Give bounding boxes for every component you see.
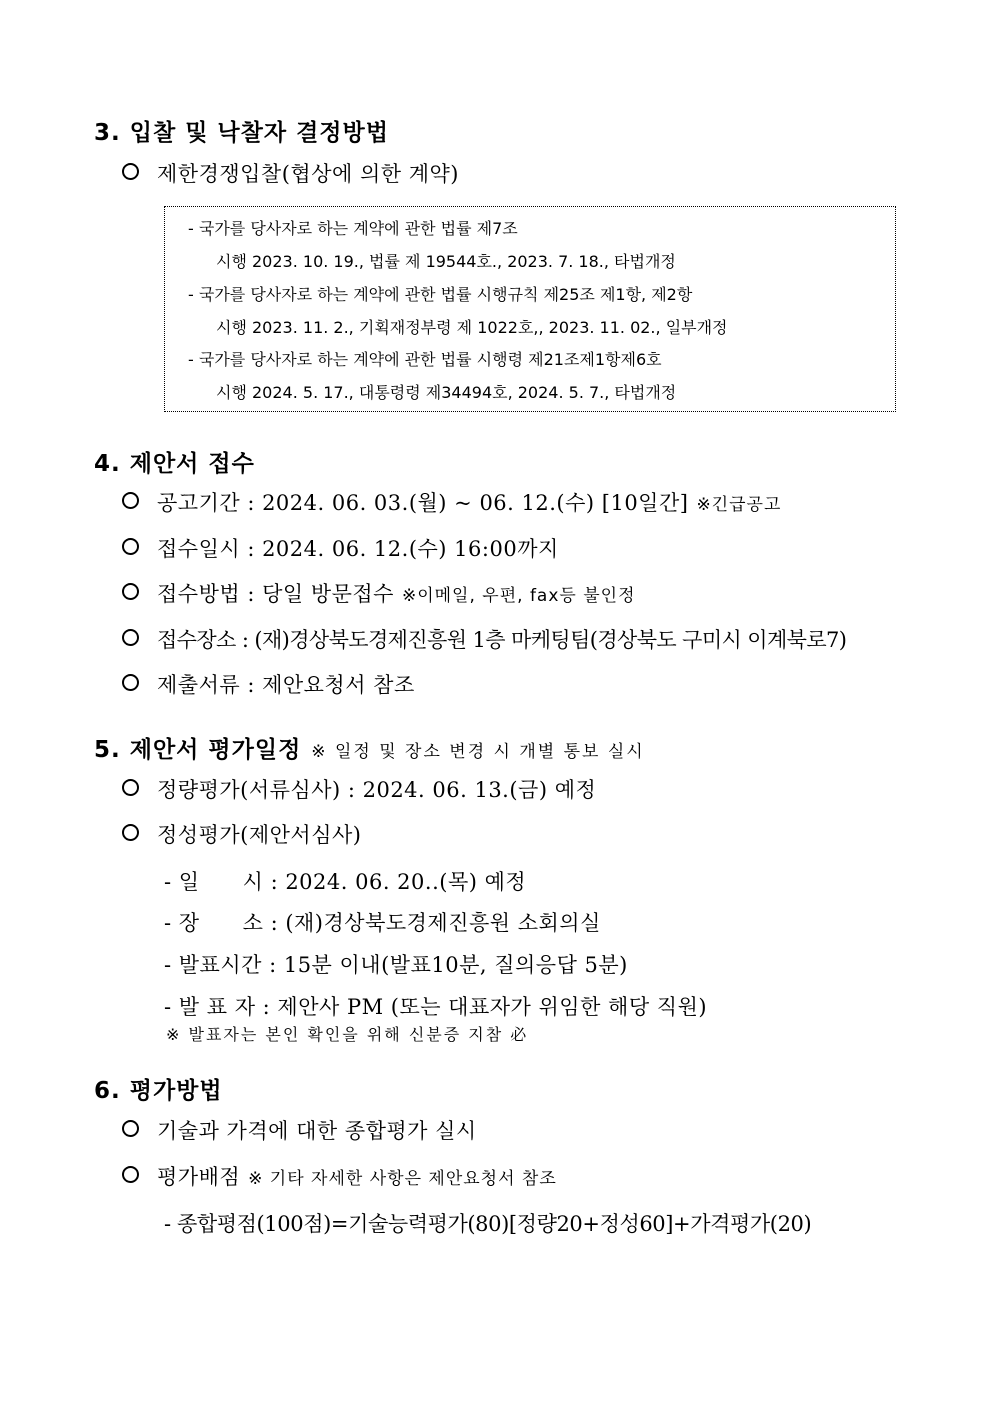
law-line: - 국가를 당사자로 하는 계약에 관한 법률 시행령 제21조제1항제6호 [188, 350, 662, 369]
law-line: - 국가를 당사자로 하는 계약에 관한 법률 제7조 [188, 219, 518, 238]
section-5-item-2: 정성평가(제안서심사) [122, 819, 361, 849]
schedule-presenter: - 발 표 자 : 제안사 PM (또는 대표자가 위임한 해당 직원) [164, 995, 708, 1019]
section-4-item: 접수일시 : 2024. 06. 12.(수) 16:00까지 [122, 533, 559, 563]
circle-bullet-icon [122, 824, 139, 841]
section-4-item: 제출서류 : 제안요청서 참조 [122, 669, 415, 699]
section-4-item: 접수장소 : (재)경상북도경제진흥원 1층 마케팅팀(경상북도 구미시 이계북로7) [122, 624, 846, 654]
presenter-note: ※ 발표자는 본인 확인을 위해 신분증 지참 必 [166, 1025, 529, 1044]
section-4-item: 접수방법 : 당일 방문접수 ※이메일, 우편, fax등 불인정 [122, 578, 636, 608]
section-5-title: 5. 제안서 평가일정 ※ 일정 및 장소 변경 시 개별 통보 실시 [94, 737, 645, 763]
section-5-item-1: 정량평가(서류심사) : 2024. 06. 13.(금) 예정 [122, 774, 596, 804]
law-line: 시행 2024. 5. 17., 대통령령 제34494호, 2024. 5. 7., 타법개정 [216, 383, 677, 402]
schedule-date: - 일 시 : 2024. 06. 20..(목) 예정 [164, 870, 527, 894]
schedule-location: - 장 소 : (재)경상북도경제진흥원 소회의실 [164, 911, 601, 935]
circle-bullet-icon [122, 163, 139, 180]
law-line: - 국가를 당사자로 하는 계약에 관한 법률 시행규칙 제25조 제1항, 제2항 [188, 285, 693, 304]
section-6-title: 6. 평가방법 [94, 1078, 223, 1104]
circle-bullet-icon [122, 1166, 139, 1183]
schedule-presentation-time: - 발표시간 : 15분 이내(발표10분, 질의응답 5분) [164, 953, 628, 977]
circle-bullet-icon [122, 674, 139, 691]
circle-bullet-icon [122, 538, 139, 555]
circle-bullet-icon [122, 779, 139, 796]
section-6-item-1: 기술과 가격에 대한 종합평가 실시 [122, 1115, 477, 1145]
section-4-title: 4. 제안서 접수 [94, 451, 255, 477]
law-line: 시행 2023. 11. 2., 기획재정부령 제 1022호,, 2023. 11. 02., 일부개정 [216, 318, 728, 337]
circle-bullet-icon [122, 629, 139, 646]
circle-bullet-icon [122, 1120, 139, 1137]
circle-bullet-icon [122, 583, 139, 600]
score-formula: - 종합평점(100점)=기술능력평가(80)[정량20+정성60]+가격평가(20) [164, 1212, 812, 1236]
law-line: 시행 2023. 10. 19., 법률 제 19544호., 2023. 7. 18., 타법개정 [216, 252, 676, 271]
section-3-item-1: 제한경쟁입찰(협상에 의한 계약) [122, 158, 459, 188]
section-4-item: 공고기간 : 2024. 06. 03.(월) ~ 06. 12.(수) [10일간] ※긴급공고 [122, 487, 781, 517]
section-6-item-2: 평가배점 ※ 기타 자세한 사항은 제안요청서 참조 [122, 1161, 557, 1191]
circle-bullet-icon [122, 492, 139, 509]
section-3-title: 3. 입찰 및 낙찰자 결정방법 [94, 120, 389, 146]
